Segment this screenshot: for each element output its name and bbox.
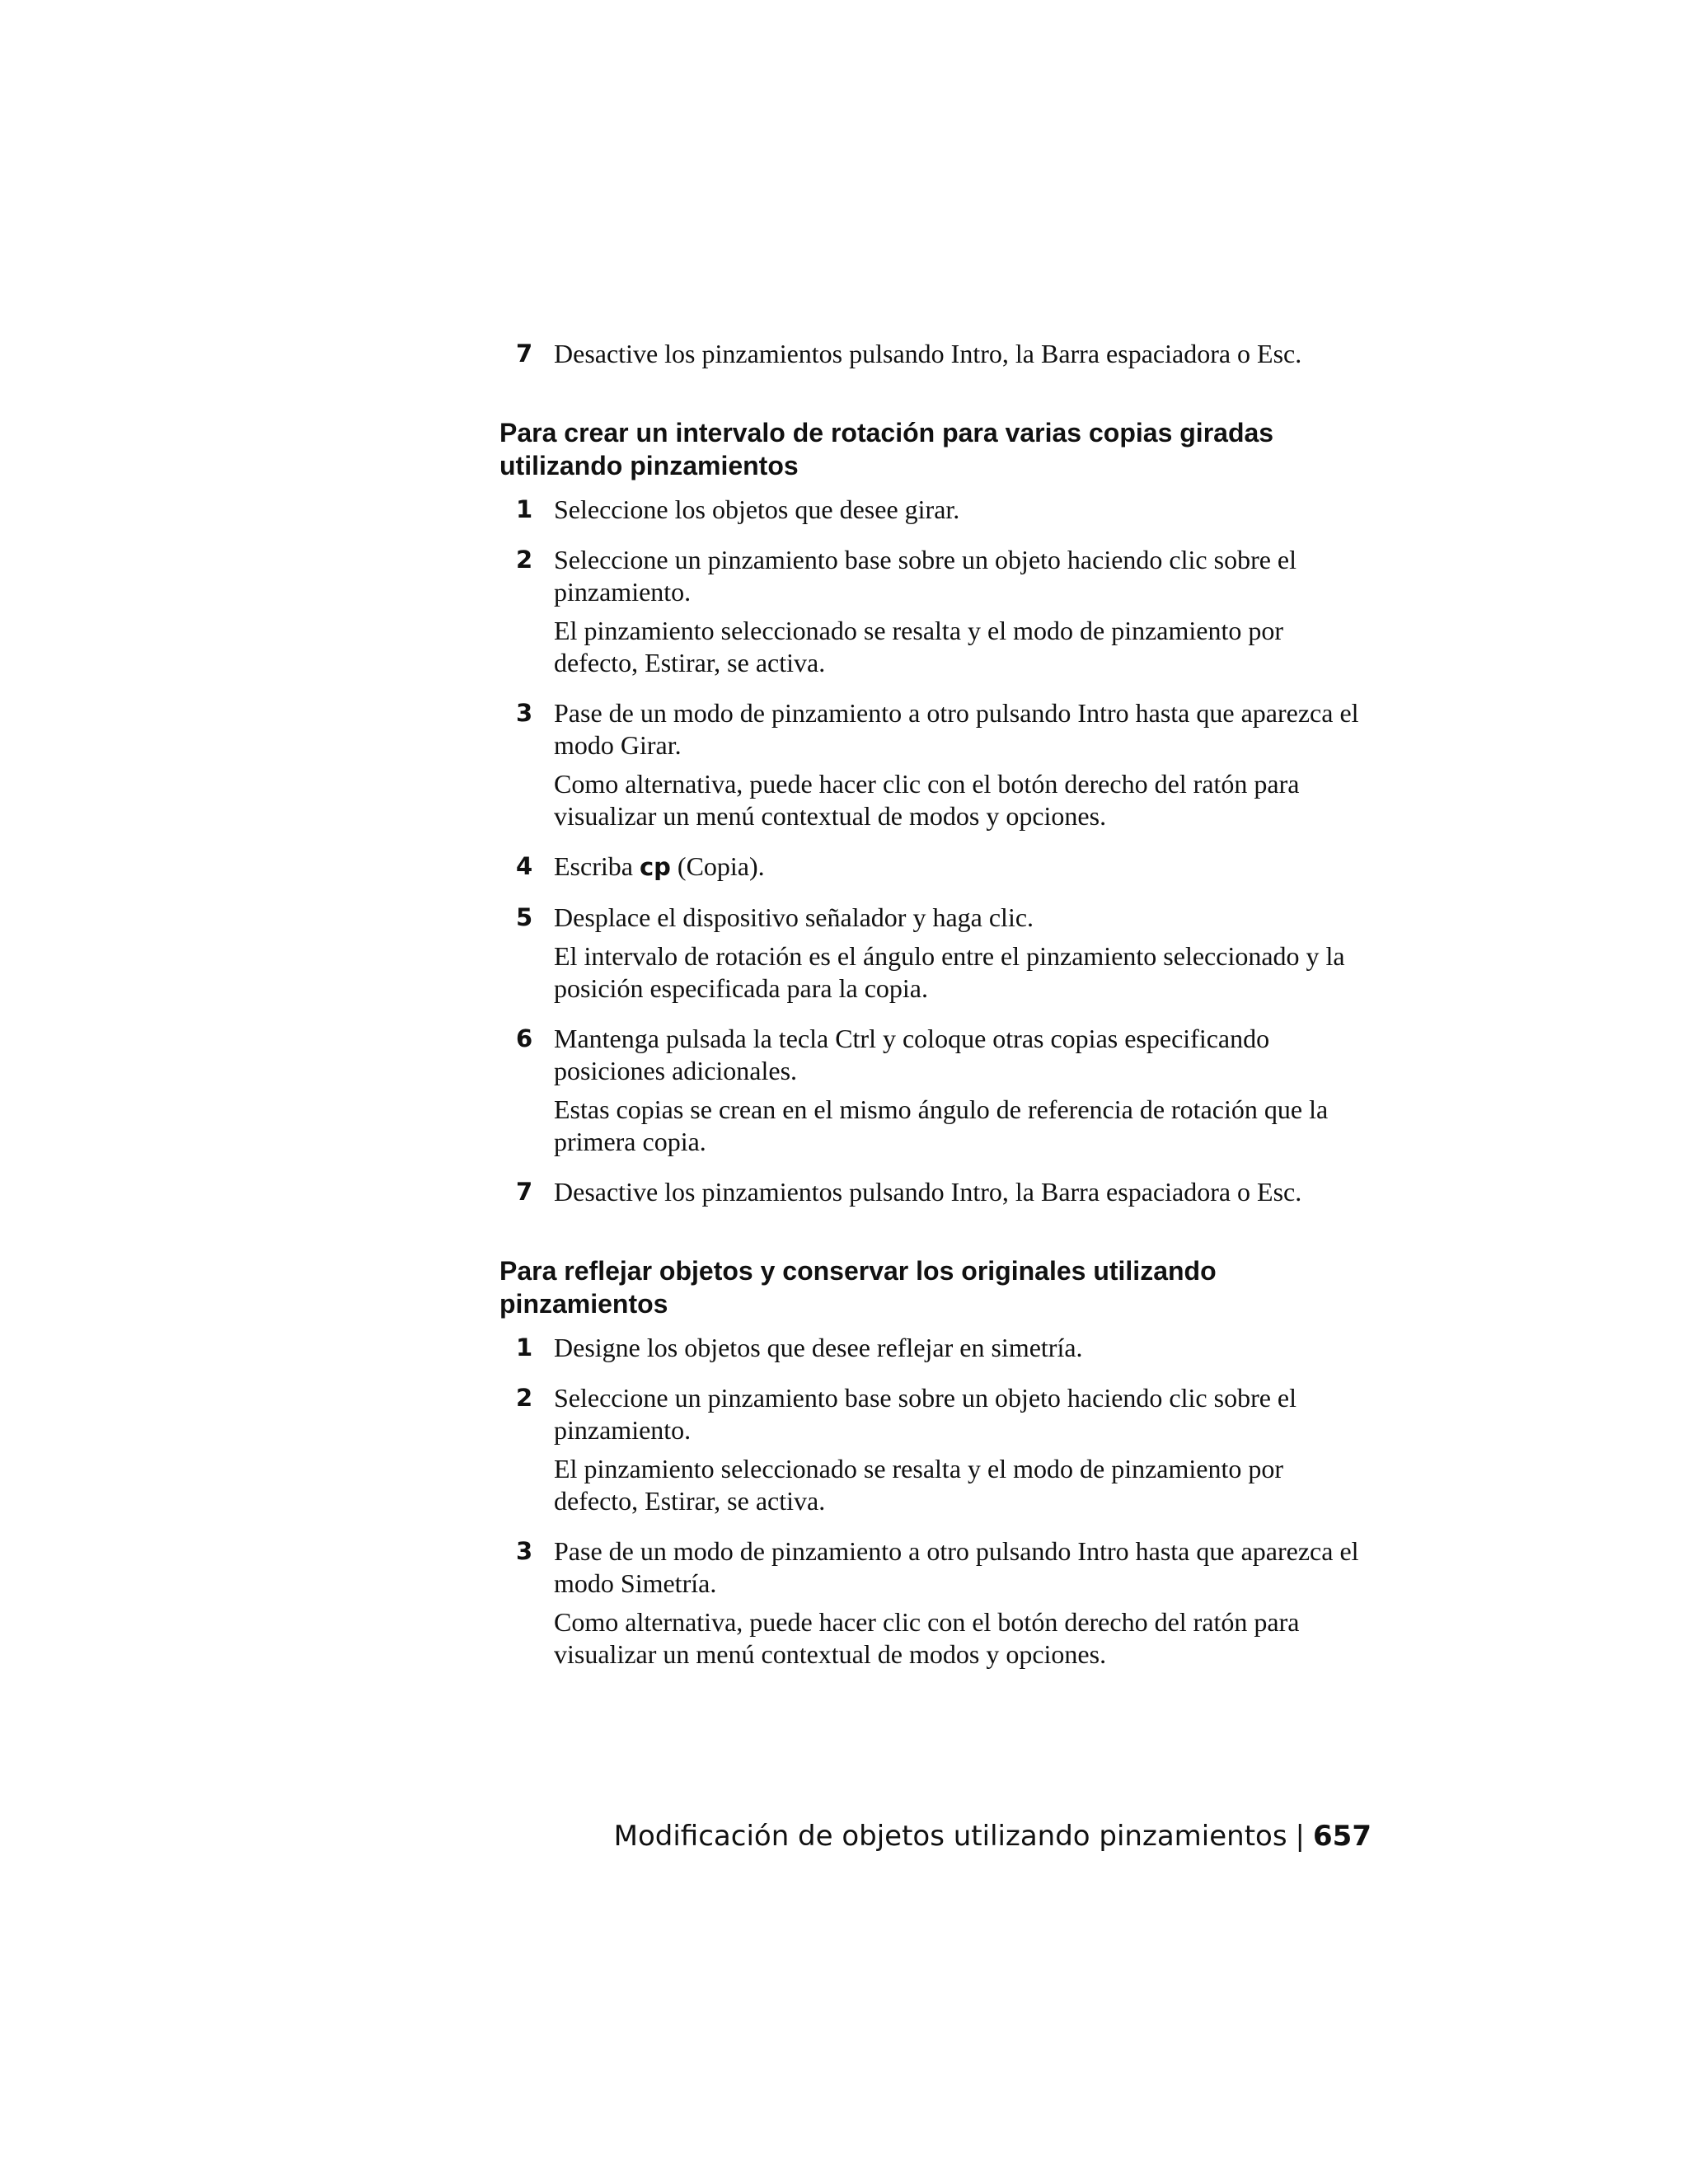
footer-title: Modificación de objetos utilizando pinzamientos xyxy=(613,1820,1287,1853)
page-number: 657 xyxy=(1313,1820,1372,1853)
step-item xyxy=(499,1535,1373,1671)
step-number: 3 xyxy=(516,1537,533,1565)
step-text: Seleccione los objetos que desee girar. xyxy=(554,494,960,524)
step-item xyxy=(499,697,1373,832)
step-number: 2 xyxy=(516,1384,533,1412)
step-text: Seleccione un pinzamiento base sobre un objeto haciendo clic sobre el pinzamiento. xyxy=(554,1383,1297,1445)
step-text: Desactive los pinzamientos pulsando Intro, la Barra espaciadora o Esc. xyxy=(554,1177,1302,1207)
page-content xyxy=(499,338,1373,1689)
section-heading-rotation: Para crear un intervalo de rotación para varias copias giradas utilizando pinzamientos xyxy=(499,418,1274,480)
step-text: Desplace el dispositivo señalador y haga clic. xyxy=(554,902,1034,932)
step-number: 7 xyxy=(516,340,533,368)
step-text-before: Escriba xyxy=(554,851,633,881)
step-number: 1 xyxy=(516,1333,533,1361)
step-item xyxy=(499,851,1373,883)
step-text: Designe los objetos que desee reflejar en simetría. xyxy=(554,1333,1083,1362)
step-text: Pase de un modo de pinzamiento a otro pulsando Intro hasta que aparezca el modo Girar. xyxy=(554,698,1359,760)
step-text-after: (Copia). xyxy=(677,851,765,881)
step-number: 1 xyxy=(516,495,533,523)
step-number: 3 xyxy=(516,699,533,727)
step-text: Mantenga pulsada la tecla Ctrl y coloque otras copias especificando posiciones adicionales. xyxy=(554,1024,1270,1085)
step-number: 6 xyxy=(516,1024,533,1052)
step-number: 7 xyxy=(516,1178,533,1206)
step-item xyxy=(499,494,1373,526)
page-footer xyxy=(614,1818,1372,1854)
step-text xyxy=(554,851,1373,883)
step-item xyxy=(499,1332,1373,1364)
step-note: Como alternativa, puede hacer clic con el botón derecho del ratón para visualizar un menú contextual de modos y opciones. xyxy=(554,1607,1300,1669)
step-item xyxy=(499,902,1373,1005)
step-text: Desactive los pinzamientos pulsando Intro, la Barra espaciadora o Esc. xyxy=(554,339,1302,368)
step-text: Pase de un modo de pinzamiento a otro pulsando Intro hasta que aparezca el modo Simetría. xyxy=(554,1536,1359,1598)
step-note: El pinzamiento seleccionado se resalta y el modo de pinzamiento por defecto, Estirar, se activa. xyxy=(554,1454,1284,1516)
step-number: 2 xyxy=(516,546,533,574)
footer-separator: | xyxy=(1295,1820,1306,1853)
step-note: El pinzamiento seleccionado se resalta y el modo de pinzamiento por defecto, Estirar, se activa. xyxy=(554,616,1284,677)
step-text: Seleccione un pinzamiento base sobre un objeto haciendo clic sobre el pinzamiento. xyxy=(554,545,1297,607)
section-heading-mirror: Para reflejar objetos y conservar los originales utilizando pinzamientos xyxy=(499,1256,1217,1319)
step-item xyxy=(499,544,1373,679)
step-item xyxy=(499,1023,1373,1158)
step-note: El intervalo de rotación es el ángulo entre el pinzamiento seleccionado y la posición especificada para la copia. xyxy=(554,941,1345,1003)
step-item xyxy=(499,338,1373,370)
step-note: Estas copias se crean en el mismo ángulo de referencia de rotación que la primera copia. xyxy=(554,1094,1329,1156)
step-number: 5 xyxy=(516,903,533,931)
command-keyword: cp xyxy=(639,853,671,881)
step-note: Como alternativa, puede hacer clic con el botón derecho del ratón para visualizar un menú contextual de modos y opciones. xyxy=(554,769,1300,831)
step-item xyxy=(499,1382,1373,1517)
step-number: 4 xyxy=(516,852,533,880)
step-item xyxy=(499,1176,1373,1208)
